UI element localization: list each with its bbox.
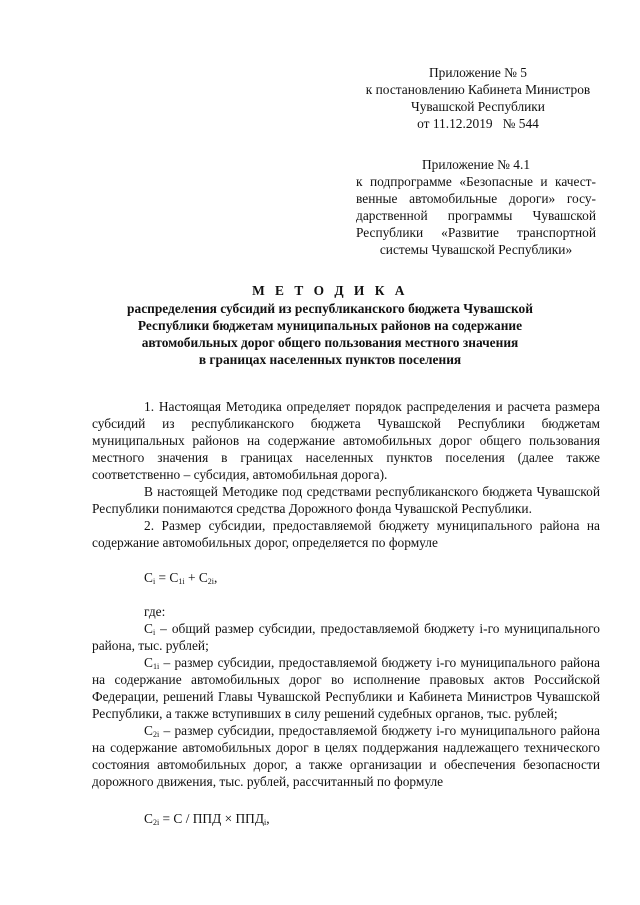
title-line: распределения субсидий из республиканского бюджета Чувашской — [127, 301, 533, 316]
formula-c2i: $C_{2i} = C$ / ППД × $ППД_i$, — [144, 811, 270, 827]
definition-c1i: $C_{1i}$ – размер субсидии, предоставляемой бюджету i-го муниципального района на содержание автомобильных дорог во исполнение правовых актов Российской Федерации, решений Главы Чувашской Республики и Кабинета Министров Чувашской Республики, а также вступивших в силу решений судебных органов, тыс. рублей; — [92, 655, 600, 721]
document-title — [100, 282, 560, 368]
annex-4-1-line: Республики «Развитие транспортной — [356, 225, 596, 240]
formula-total-subsidy: $C_i = C_{1i} + C_{2i}$, — [144, 570, 218, 586]
paragraph-2: В настоящей Методике под средствами республиканского бюджета Чувашской Республики понимаются средства Дорожного фонда Чувашской Республики. — [92, 484, 600, 516]
title-line: автомобильных дорог общего пользования местного значения — [141, 335, 519, 350]
annex-header-4-1 — [356, 156, 596, 258]
annex-4-1-title: Приложение № 4.1 — [421, 157, 531, 172]
annex-5-title: Приложение № 5 — [428, 65, 528, 80]
where-label: где: — [144, 604, 166, 619]
title-line: в границах населенных пунктов поселения — [198, 352, 462, 367]
paragraph-1: 1. Настоящая Методика определяет порядок распределения и расчета размера субсидий из республиканского бюджета Чувашской Республики бюджетам муниципальных районов на содержание автомобильных дорог общего пользования местного значения в границах населенных пунктов поселения (далее также соответственно – субсидия, автомобильная дорога). — [92, 399, 600, 482]
annex-4-1-line: к подпрограмме «Безопасные и качест- — [356, 174, 596, 189]
annex-5-line: Чувашской Республики — [411, 99, 545, 114]
annex-header-5 — [358, 64, 598, 132]
annex-4-1-line: системы Чувашской Республики» — [379, 242, 573, 257]
annex-4-1-line: венные автомобильные дороги» госу- — [356, 191, 596, 206]
title-line: Республики бюджетам муниципальных районов на содержание — [137, 318, 523, 333]
annex-5-date: от 11.12.2019 № 544 — [417, 116, 539, 131]
title-methodology: М Е Т О Д И К А — [252, 283, 408, 298]
definition-c2i: $C_{2i}$ – размер субсидии, предоставляемой бюджету i-го муниципального района на содержание автомобильных дорог в целях поддержания надлежащего технического состояния автомобильных дорог, а также организации и обеспечения безопасности дорожного движения, тыс. рублей, рассчитанный по формуле — [92, 723, 600, 789]
definition-ci: $C_i$ – общий размер субсидии, предоставляемой бюджету i-го муниципального района, тыс. рублей; — [92, 621, 600, 653]
annex-4-1-line: дарственной программы Чувашской — [356, 208, 596, 223]
annex-5-line: к постановлению Кабинета Министров — [365, 82, 591, 97]
document-body — [92, 398, 600, 827]
paragraph-3: 2. Размер субсидии, предоставляемой бюджету муниципального района на содержание автомобильных дорог, определяется по формуле — [92, 518, 600, 550]
